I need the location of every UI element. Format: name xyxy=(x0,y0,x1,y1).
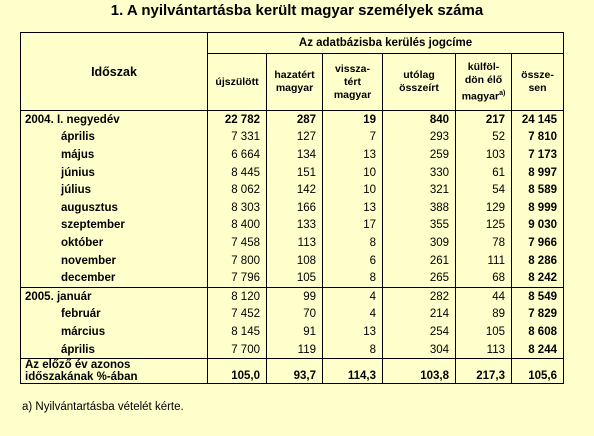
table-title: 1. A nyilvántartásba került magyar személyek száma xyxy=(110,2,484,19)
summary-cell: 103,8 xyxy=(383,359,456,384)
table-row xyxy=(21,217,564,235)
row-label: augusztus xyxy=(21,199,208,217)
table-cell: 287 xyxy=(267,111,323,129)
table-body xyxy=(21,111,564,384)
column-header-line: összeírt xyxy=(399,82,439,94)
table-cell: 4 xyxy=(323,287,383,305)
table-cell: 321 xyxy=(383,181,456,199)
table-cell: 8 608 xyxy=(512,323,564,341)
table-cell: 22 782 xyxy=(208,111,267,129)
table-cell: 127 xyxy=(267,129,323,147)
table-cell: 8 303 xyxy=(208,199,267,217)
table-cell: 8 244 xyxy=(512,341,564,359)
table-cell: 111 xyxy=(456,252,512,270)
table-cell: 8 062 xyxy=(208,181,267,199)
summary-label-line: Az előző év azonos xyxy=(25,359,131,372)
footnote: a) Nyilvántartásba vételét kérte. xyxy=(22,401,184,413)
table-cell: 68 xyxy=(456,269,512,287)
table-cell: 108 xyxy=(267,252,323,270)
data-table xyxy=(20,32,564,384)
summary-label xyxy=(21,359,208,384)
table-row xyxy=(21,129,564,147)
row-label: december xyxy=(21,269,208,287)
table-cell: 17 xyxy=(323,217,383,235)
table-cell: 7 800 xyxy=(208,252,267,270)
table-cell: 13 xyxy=(323,199,383,217)
row-label: június xyxy=(21,164,208,182)
column-header-line: külföl- xyxy=(467,60,500,73)
table-cell: 113 xyxy=(456,341,512,359)
table-cell: 142 xyxy=(267,181,323,199)
table-cell: 70 xyxy=(267,306,323,324)
column-header-line: hazatért xyxy=(274,69,315,81)
table-cell: 265 xyxy=(383,269,456,287)
table-cell: 19 xyxy=(323,111,383,129)
table-cell: 7 700 xyxy=(208,341,267,359)
table-cell: 13 xyxy=(323,323,383,341)
table-cell: 133 xyxy=(267,217,323,235)
column-header-line: vissza- xyxy=(334,62,371,75)
column-header xyxy=(267,54,323,111)
row-label: február xyxy=(21,306,208,324)
table-cell: 7 829 xyxy=(512,306,564,324)
table-cell: 125 xyxy=(456,217,512,235)
table-cell: 8 445 xyxy=(208,164,267,182)
table-cell: 214 xyxy=(383,306,456,324)
table-cell: 105 xyxy=(456,323,512,341)
row-label: október xyxy=(21,234,208,252)
table-cell: 91 xyxy=(267,323,323,341)
row-label: május xyxy=(21,146,208,164)
table-cell: 8 xyxy=(323,234,383,252)
table-cell: 254 xyxy=(383,323,456,341)
table-cell: 304 xyxy=(383,341,456,359)
table-cell: 7 452 xyxy=(208,306,267,324)
table-cell: 89 xyxy=(456,306,512,324)
summary-cell: 93,7 xyxy=(267,359,323,384)
summary-label-line: időszakának %-ában xyxy=(25,371,138,384)
summary-cell: 105,6 xyxy=(512,359,564,384)
column-header-line: magyar xyxy=(275,82,314,94)
table-cell: 119 xyxy=(267,341,323,359)
group-header: Az adatbázisba kerülés jogcíme xyxy=(208,33,564,54)
table-cell: 8 xyxy=(323,269,383,287)
table-cell: 99 xyxy=(267,287,323,305)
summary-cell: 105,0 xyxy=(208,359,267,384)
row-label: április xyxy=(21,341,208,359)
table-row xyxy=(21,287,564,305)
table-cell: 4 xyxy=(323,306,383,324)
table-cell: 8 549 xyxy=(512,287,564,305)
table-cell: 330 xyxy=(383,164,456,182)
column-header xyxy=(208,54,267,111)
table-cell: 6 664 xyxy=(208,146,267,164)
column-header-line: tért xyxy=(344,75,361,88)
summary-cell: 217,3 xyxy=(456,359,512,384)
table-cell: 388 xyxy=(383,199,456,217)
table-cell: 8 999 xyxy=(512,199,564,217)
table-cell: 113 xyxy=(267,234,323,252)
table-cell: 24 145 xyxy=(512,111,564,129)
column-header-line: sen xyxy=(528,82,547,94)
table-cell: 217 xyxy=(456,111,512,129)
table-cell: 129 xyxy=(456,199,512,217)
table-cell: 8 286 xyxy=(512,252,564,270)
column-header xyxy=(456,54,512,111)
column-header-line: utólag xyxy=(403,69,435,81)
table-cell: 13 xyxy=(323,146,383,164)
row-label: március xyxy=(21,323,208,341)
table-row xyxy=(21,146,564,164)
table-cell: 8 145 xyxy=(208,323,267,341)
table-cell: 7 xyxy=(323,129,383,147)
table-cell: 7 810 xyxy=(512,129,564,147)
table-cell: 103 xyxy=(456,146,512,164)
row-label: szeptember xyxy=(21,217,208,235)
table-cell: 8 xyxy=(323,341,383,359)
table-cell: 10 xyxy=(323,164,383,182)
table-row xyxy=(21,164,564,182)
table-row xyxy=(21,306,564,324)
table-cell: 7 331 xyxy=(208,129,267,147)
summary-cell: 114,3 xyxy=(323,359,383,384)
table-row xyxy=(21,323,564,341)
row-label: 2004. I. negyedév xyxy=(21,111,208,129)
table-cell: 282 xyxy=(383,287,456,305)
row-label: 2005. január xyxy=(21,287,208,305)
table-row xyxy=(21,111,564,129)
table-cell: 6 xyxy=(323,252,383,270)
column-header-line: össze- xyxy=(521,69,554,81)
row-label: július xyxy=(21,181,208,199)
table-cell: 54 xyxy=(456,181,512,199)
table-cell: 10 xyxy=(323,181,383,199)
row-label: április xyxy=(21,129,208,147)
table-cell: 134 xyxy=(267,146,323,164)
column-header-line: magyar xyxy=(333,88,372,101)
table-cell: 105 xyxy=(267,269,323,287)
table-cell: 8 400 xyxy=(208,217,267,235)
row-label: november xyxy=(21,252,208,270)
column-header-line: magyar xyxy=(461,90,500,103)
table-cell: 8 120 xyxy=(208,287,267,305)
table-cell: 8 242 xyxy=(512,269,564,287)
table-cell: 8 589 xyxy=(512,181,564,199)
table-row xyxy=(21,234,564,252)
period-column-header: Időszak xyxy=(21,33,208,111)
table-cell: 355 xyxy=(383,217,456,235)
summary-row xyxy=(21,359,564,384)
table-row xyxy=(21,181,564,199)
table-cell: 8 997 xyxy=(512,164,564,182)
table-cell: 166 xyxy=(267,199,323,217)
table-row xyxy=(21,341,564,359)
column-header-line: dön élő xyxy=(464,73,503,86)
table-cell: 151 xyxy=(267,164,323,182)
table-cell: 7 796 xyxy=(208,269,267,287)
table-cell: 309 xyxy=(383,234,456,252)
footnote-marker: a) xyxy=(499,89,506,97)
table-cell: 9 030 xyxy=(512,217,564,235)
table-cell: 61 xyxy=(456,164,512,182)
table-cell: 78 xyxy=(456,234,512,252)
table-cell: 840 xyxy=(383,111,456,129)
table-row xyxy=(21,252,564,270)
table-cell: 261 xyxy=(383,252,456,270)
column-header-line: újszülött xyxy=(215,75,259,88)
table-cell: 44 xyxy=(456,287,512,305)
column-header xyxy=(323,54,383,111)
table-cell: 7 966 xyxy=(512,234,564,252)
table-cell: 7 458 xyxy=(208,234,267,252)
table-cell: 259 xyxy=(383,146,456,164)
table-cell: 293 xyxy=(383,129,456,147)
table-row xyxy=(21,269,564,287)
column-header xyxy=(383,54,456,111)
table-cell: 52 xyxy=(456,129,512,147)
column-header xyxy=(512,54,564,111)
table-cell: 7 173 xyxy=(512,146,564,164)
table-row xyxy=(21,199,564,217)
